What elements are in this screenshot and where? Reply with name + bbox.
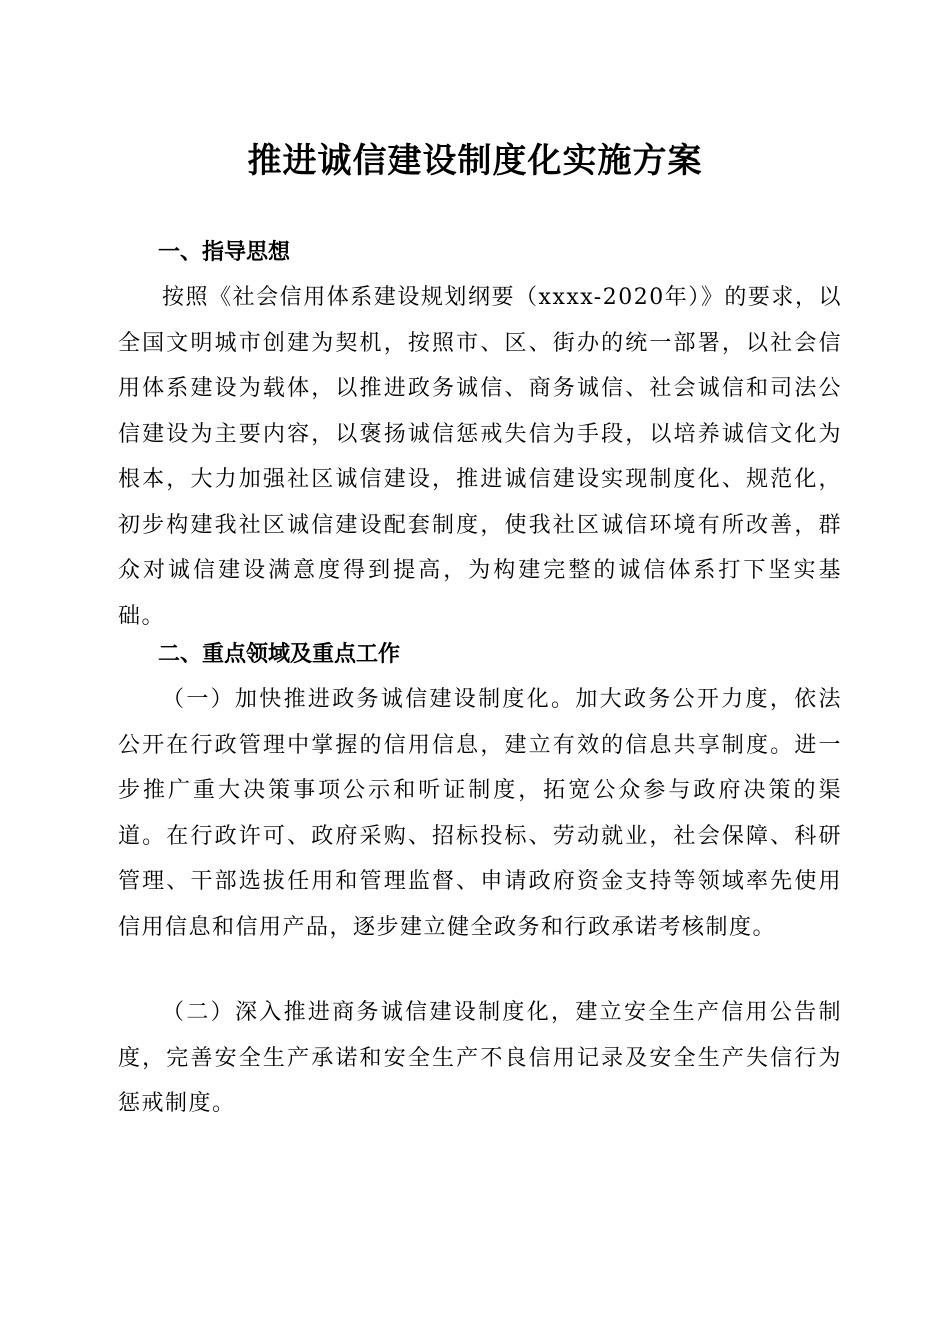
paragraph-guiding-ideology: 按照《社会信用体系建设规划纲要（xxxx-2020年）》的要求，以全国文明城市创建为契机，按照市、区、街办的统一部署，以社会信用体系建设为载体，以推进政务诚信、商务诚信、社会诚信和司法公信建设为主要内容，以褒扬诚信惩戒失信为手段，以培养诚信文化为根本，大力加强社区诚信建设，推进诚信建设实现制度化、规范化，初步构建我社区诚信建设配套制度，使我社区诚信环境有所改善，群众对诚信建设满意度得到提高，为构建完整的诚信体系打下坚实基础。 — [118, 285, 842, 629]
section-heading-guiding-ideology: 一、指导思想 — [158, 240, 291, 265]
paragraph-business-integrity — [118, 990, 842, 1127]
subsection-text-government-integrity: 加大政务公开力度，依法公开在行政管理中掌握的信用信息，建立有效的信息共享制度。进一步推广重大决策事项公示和听证制度，拓宽公众参与政府决策的渠道。在行政许可、政府采购、招标投标、劳动就业，社会保障、科研管理、干部选拔任用和管理监督、申请政府资金支持等领域率先使用信用信息和信用产品，逐步建立健全政务和行政承诺考核制度。 — [118, 687, 842, 940]
section-heading-key-areas: 二、重点领域及重点工作 — [158, 642, 401, 667]
subsection-lead-business-integrity: （二）深入推进商务诚信建设制度化， — [162, 1000, 576, 1025]
subsection-text-business-integrity: 建立安全生产信用公告制度，完善安全生产承诺和安全生产不良信用记录及安全生产失信行为惩戒制度。 — [118, 1000, 842, 1116]
paragraph-government-integrity — [118, 677, 842, 950]
subsection-lead-government-integrity: （一）加快推进政务诚信建设制度化。 — [162, 687, 576, 712]
document-title: 推进诚信建设制度化实施方案 — [247, 141, 703, 181]
